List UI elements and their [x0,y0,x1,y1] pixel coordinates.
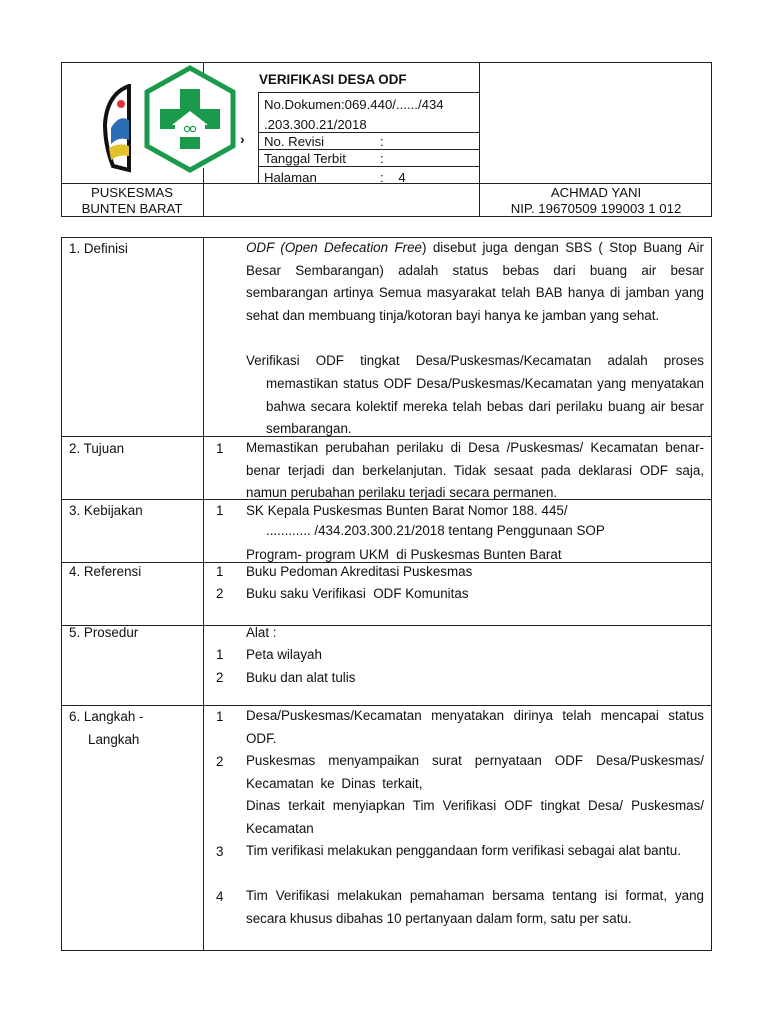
langkah-item-1: Desa/Puskesmas/Kecamatan menyatakan dirinya telah mencapai status ODF. [246,708,704,746]
langkah-item-number-1: 1 [216,709,224,724]
tujuan-item-number: 1 [216,441,224,456]
revision-label: No. Revisi [264,134,325,149]
langkah-item-3: Tim verifikasi melakukan penggandaan form verifikasi sebagai alat bantu. [246,843,681,858]
page-label: Halaman [264,170,317,185]
referensi-item-2: Buku saku Verifikasi ODF Komunitas [246,586,469,601]
referensi-item-number-1: 1 [216,564,224,579]
org-name-line-2: BUNTEN BARAT [81,201,183,216]
definisi-paragraph-2-first: Verifikasi ODF tingkat Desa/Puskesmas/Kecamatan adalah proses [246,353,704,368]
table-border-left [61,237,62,951]
langkah-item-number-4: 4 [216,889,224,904]
langkah-item-number-3: 3 [216,844,224,859]
signer-name: ACHMAD YANI [550,185,642,200]
logo-bullet-mark: › [240,131,245,147]
definisi-text-1: ) disebut juga dengan SBS ( Stop Buang Air Besar Sembarangan) adalah status bebas dari buang air besar sembarangan artinya Semua masyarakat telah BAB hanya di jamban yang sehat dan membuang tinja/kotoran bayi hanya ke jamban yang sehat. [246,240,704,323]
document-title: VERIFIKASI DESA ODF [259,72,407,87]
doc-number-line-2: .203.300.21/2018 [264,117,367,132]
row-separator-4 [61,625,712,626]
definisi-paragraph-1 [246,237,704,327]
table-border-bottom [61,950,712,951]
langkah-item-4: Tim Verifikasi melakukan pemahaman bersama tentang isi format, yang secara khusus dibahas 10 pertanyaan dalam form, satu per satu. [246,888,704,926]
kebijakan-line-1: SK Kepala Puskesmas Bunten Barat Nomor 188. 445/ [246,503,568,518]
header-info-left-line [258,92,259,183]
definisi-paragraph-2-rest: memastikan status ODF Desa/Puskesmas/Kecamatan yang menyatakan bahwa secara kolektif mereka telah bebas dari perilaku buang air besar sembarangan. [266,376,704,437]
referensi-item-number-2: 2 [216,586,224,601]
sop-content-table [61,237,712,951]
section-label-langkah-1: 6. Langkah - [69,709,144,724]
prosedur-item-number-1: 1 [216,647,224,662]
section-label-langkah-2: Langkah [88,732,140,747]
page-value: : 4 [380,170,406,185]
revision-colon: : [380,134,384,149]
prosedur-item-2: Buku dan alat tulis [246,670,356,685]
section-label-referensi: 4. Referensi [69,564,142,579]
prosedur-item-number-2: 2 [216,670,224,685]
table-column-divider [203,237,204,951]
prosedur-intro: Alat : [246,625,277,640]
header-divider-logo-bottom [203,168,204,216]
issue-date-label: Tanggal Terbit [264,151,346,166]
header-row-line-1 [258,92,480,93]
langkah-item-2b: Dinas terkait menyiapkan Tim Verifikasi ODF tingkat Desa/ Puskesmas/ Kecamatan [246,798,704,836]
issue-date-colon: : [380,151,384,166]
document-header [61,62,712,217]
header-border-top [61,62,712,63]
section-label-tujuan: 2. Tujuan [69,441,125,456]
section-label-kebijakan: 3. Kebijakan [69,503,143,518]
odf-term-italic: ODF (Open Defecation Free [246,240,422,255]
tujuan-text: Memastikan perubahan perilaku di Desa /Puskesmas/ Kecamatan benar-benar terjadi dan berkelanjutan. Tidak sesaat pada deklarasi ODF saja, namun perubahan perilaku terjadi secara permanen. [246,440,704,501]
kebijakan-line-3: Program- program UKM di Puskesmas Bunten Barat [246,547,562,562]
referensi-item-1: Buku Pedoman Akreditasi Puskesmas [246,564,473,579]
section-label-prosedur: 5. Prosedur [69,625,139,640]
langkah-item-2: Puskesmas menyampaikan surat pernyataan ODF Desa/Puskesmas/ Kecamatan ke Dinas terkait, [246,753,704,791]
puskesmas-logo-icon [142,65,238,173]
org-name-line-1: PUSKESMAS [90,185,174,200]
kebijakan-item-number: 1 [216,503,224,518]
doc-number-line-1: No.Dokumen:069.440/....../434 [264,97,444,112]
table-border-right [711,237,712,951]
kebijakan-line-2: ............ /434.203.300.21/2018 tentang Penggunaan SOP [266,523,605,538]
section-label-definisi: 1. Definisi [69,241,128,256]
signer-nip: NIP. 19670509 199003 1 012 [510,201,682,216]
langkah-item-number-2: 2 [216,754,224,769]
prosedur-item-1: Peta wilayah [246,647,322,662]
